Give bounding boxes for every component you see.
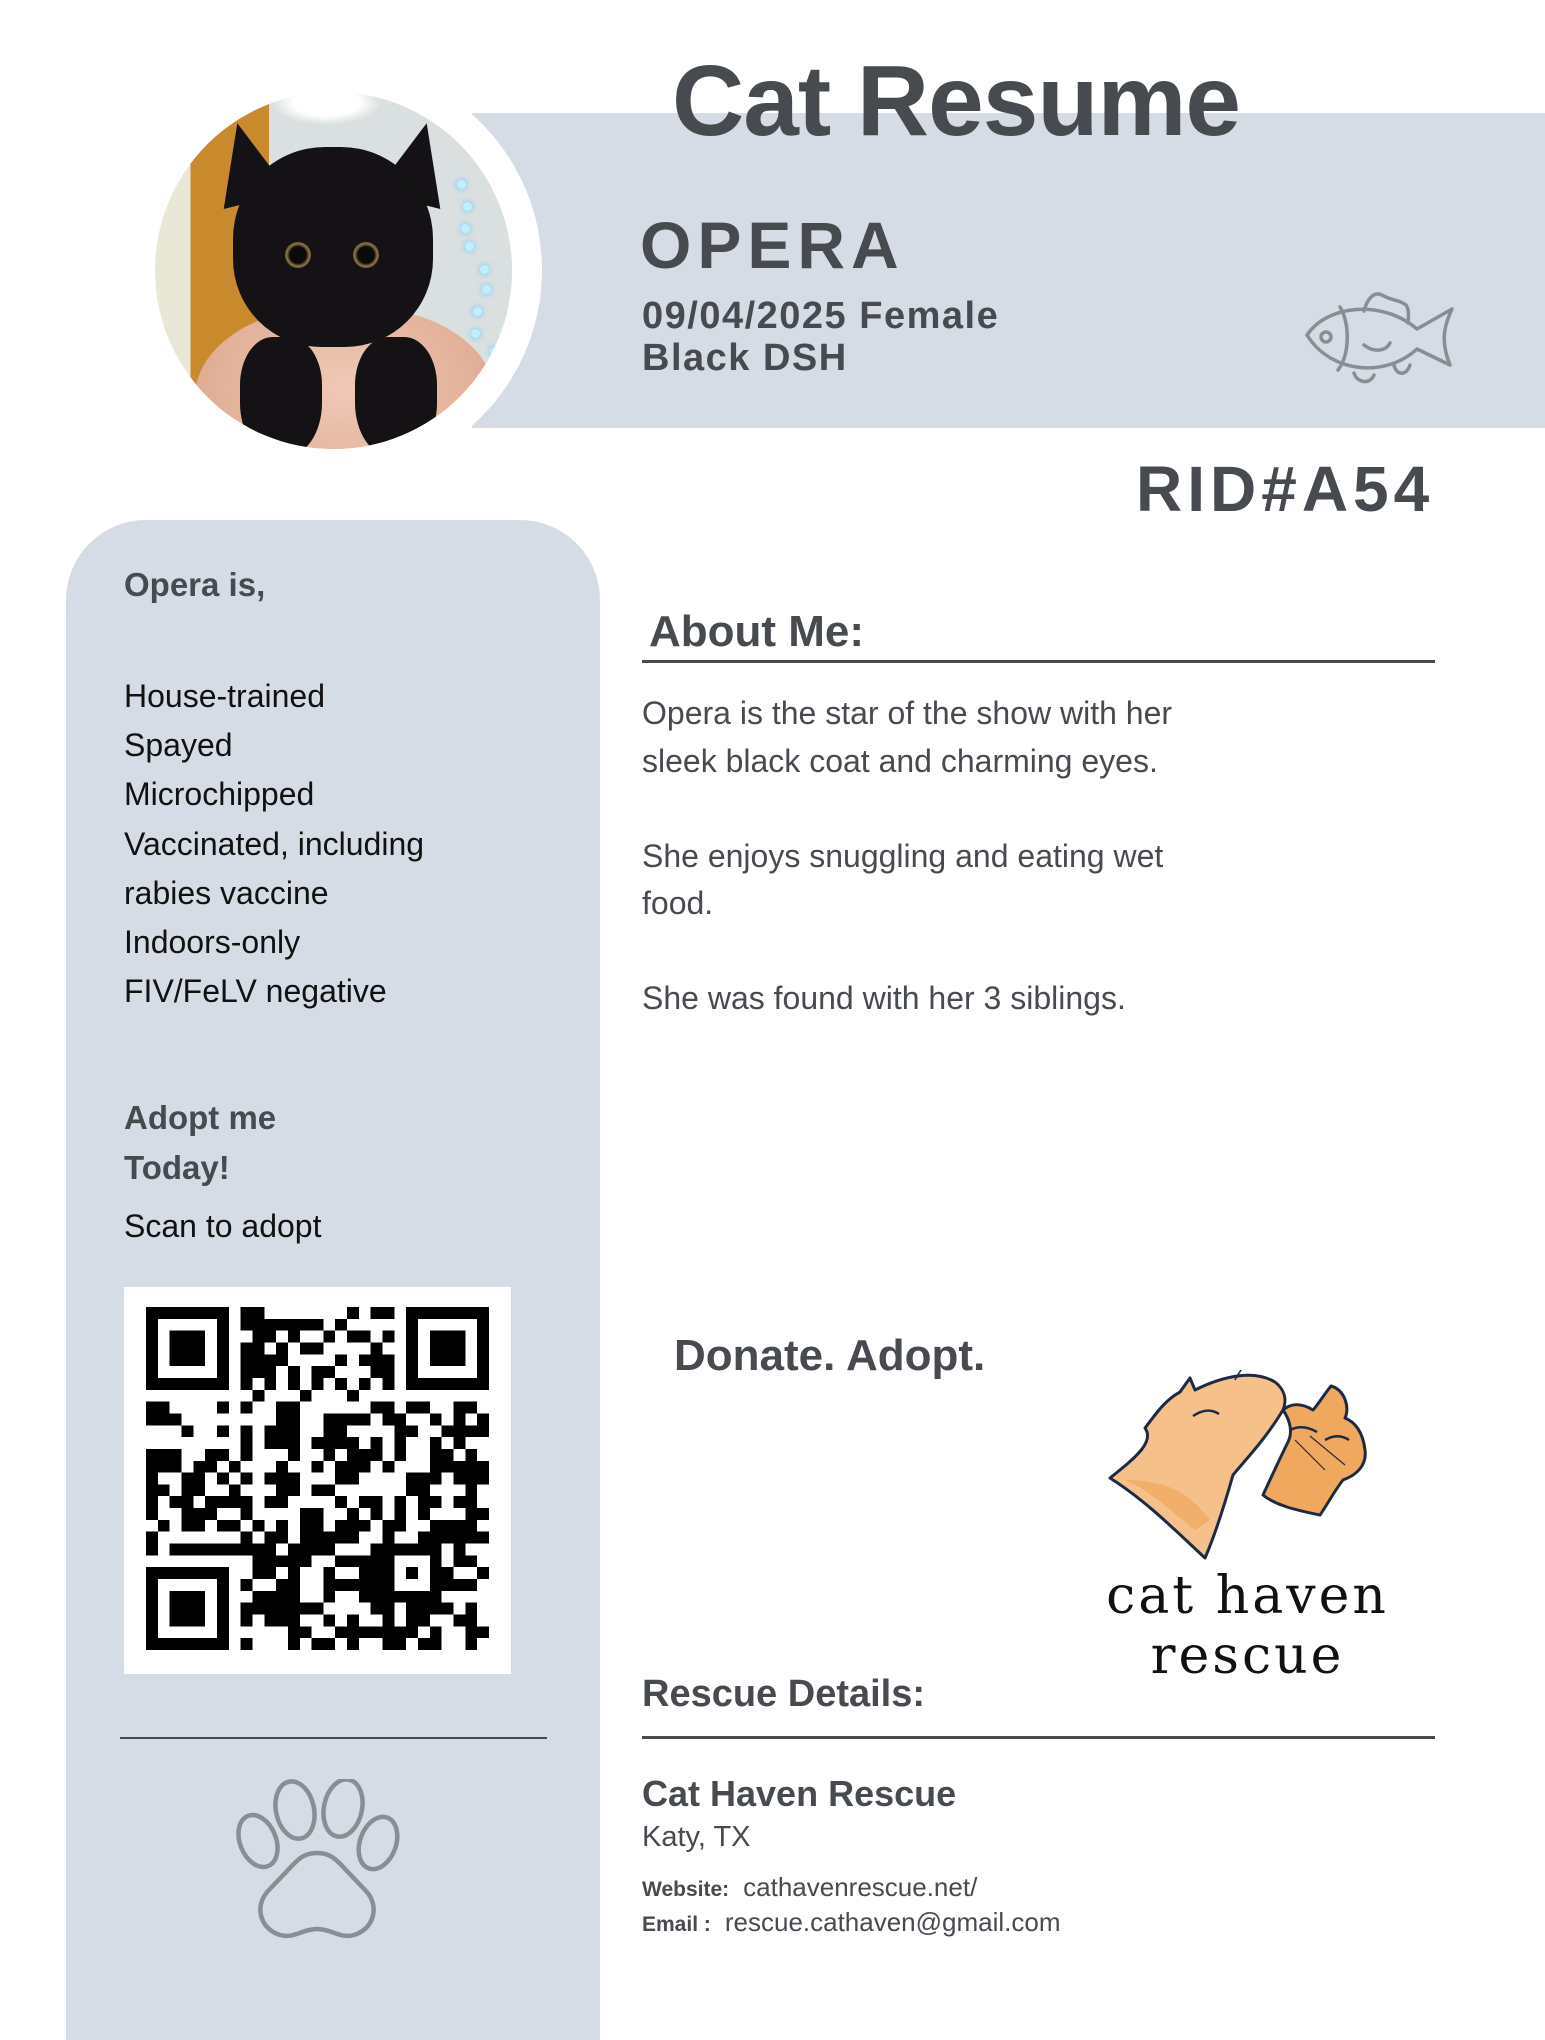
fairy-light xyxy=(473,307,482,316)
cat-paw-right xyxy=(355,337,437,449)
cat-paw-left xyxy=(240,337,322,449)
about-paragraph: Opera is the star of the show with her sleek black coat and charming eyes. xyxy=(642,695,1173,779)
trait-item: rabies vaccine xyxy=(124,874,329,911)
org-name: Cat Haven Rescue xyxy=(642,1773,957,1814)
fairy-light xyxy=(471,329,480,338)
scan-label: Scan to adopt xyxy=(124,1208,322,1244)
adopt-qr-code[interactable] xyxy=(124,1287,511,1674)
email-label: Email : xyxy=(642,1913,711,1936)
traits-list xyxy=(124,672,424,1016)
website-row xyxy=(642,1872,977,1903)
rescue-id: RID#A54 xyxy=(1136,453,1435,525)
fairy-light xyxy=(463,202,472,211)
color-breed: Black DSH xyxy=(642,337,848,379)
sidebar-divider xyxy=(120,1737,547,1739)
fairy-light xyxy=(465,242,474,251)
traits-heading: Opera is, xyxy=(124,566,266,603)
trait-item: House-trained xyxy=(124,678,325,714)
birthdate-sex: 09/04/2025 Female xyxy=(642,295,1000,337)
trait-item: Microchipped xyxy=(124,776,315,813)
adopt-line-2: Today! xyxy=(124,1149,230,1186)
rescue-divider xyxy=(642,1736,1435,1739)
adopt-line-1: Adopt me xyxy=(124,1099,277,1136)
page-title: Cat Resume xyxy=(672,45,1240,157)
cat-eye-left xyxy=(285,242,311,268)
trait-item: Spayed xyxy=(124,727,233,764)
trait-item: Vaccinated, including xyxy=(124,825,425,862)
about-divider xyxy=(642,660,1435,663)
paw-icon xyxy=(232,1779,402,1944)
cat-meta xyxy=(642,295,999,379)
website-link[interactable]: cathavenrescue.net/ xyxy=(743,1872,978,1902)
fairy-light xyxy=(480,265,489,274)
fairy-light xyxy=(461,224,470,233)
fish-icon xyxy=(1302,285,1472,395)
org-location: Katy, TX xyxy=(642,1821,751,1853)
email-row xyxy=(642,1907,1061,1938)
trait-item: Indoors-only xyxy=(124,924,301,961)
email-link[interactable]: rescue.cathaven@gmail.com xyxy=(724,1907,1061,1937)
about-body xyxy=(642,690,1172,1070)
adopt-cta xyxy=(124,1093,276,1193)
about-title: About Me: xyxy=(649,607,865,656)
cat-head xyxy=(233,147,433,347)
cat-haven-logo-icon xyxy=(1095,1370,1395,1565)
qr-code-icon xyxy=(146,1307,489,1650)
fairy-light xyxy=(457,180,466,189)
website-label: Website: xyxy=(642,1878,730,1901)
trait-item: FIV/FeLV negative xyxy=(124,973,387,1010)
about-paragraph: She was found with her 3 siblings. xyxy=(642,980,1126,1016)
cat-eye-right xyxy=(353,242,379,268)
about-paragraph: She enjoys snuggling and eating wet food. xyxy=(642,837,1164,921)
cat-haven-logo-text: cat haven rescue xyxy=(1106,1566,1389,1686)
donate-tagline: Donate. Adopt. xyxy=(674,1331,986,1380)
fairy-light xyxy=(482,285,491,294)
fairy-light xyxy=(490,347,499,356)
cat-name: OPERA xyxy=(640,208,905,282)
rescue-details-title: Rescue Details: xyxy=(642,1673,926,1715)
